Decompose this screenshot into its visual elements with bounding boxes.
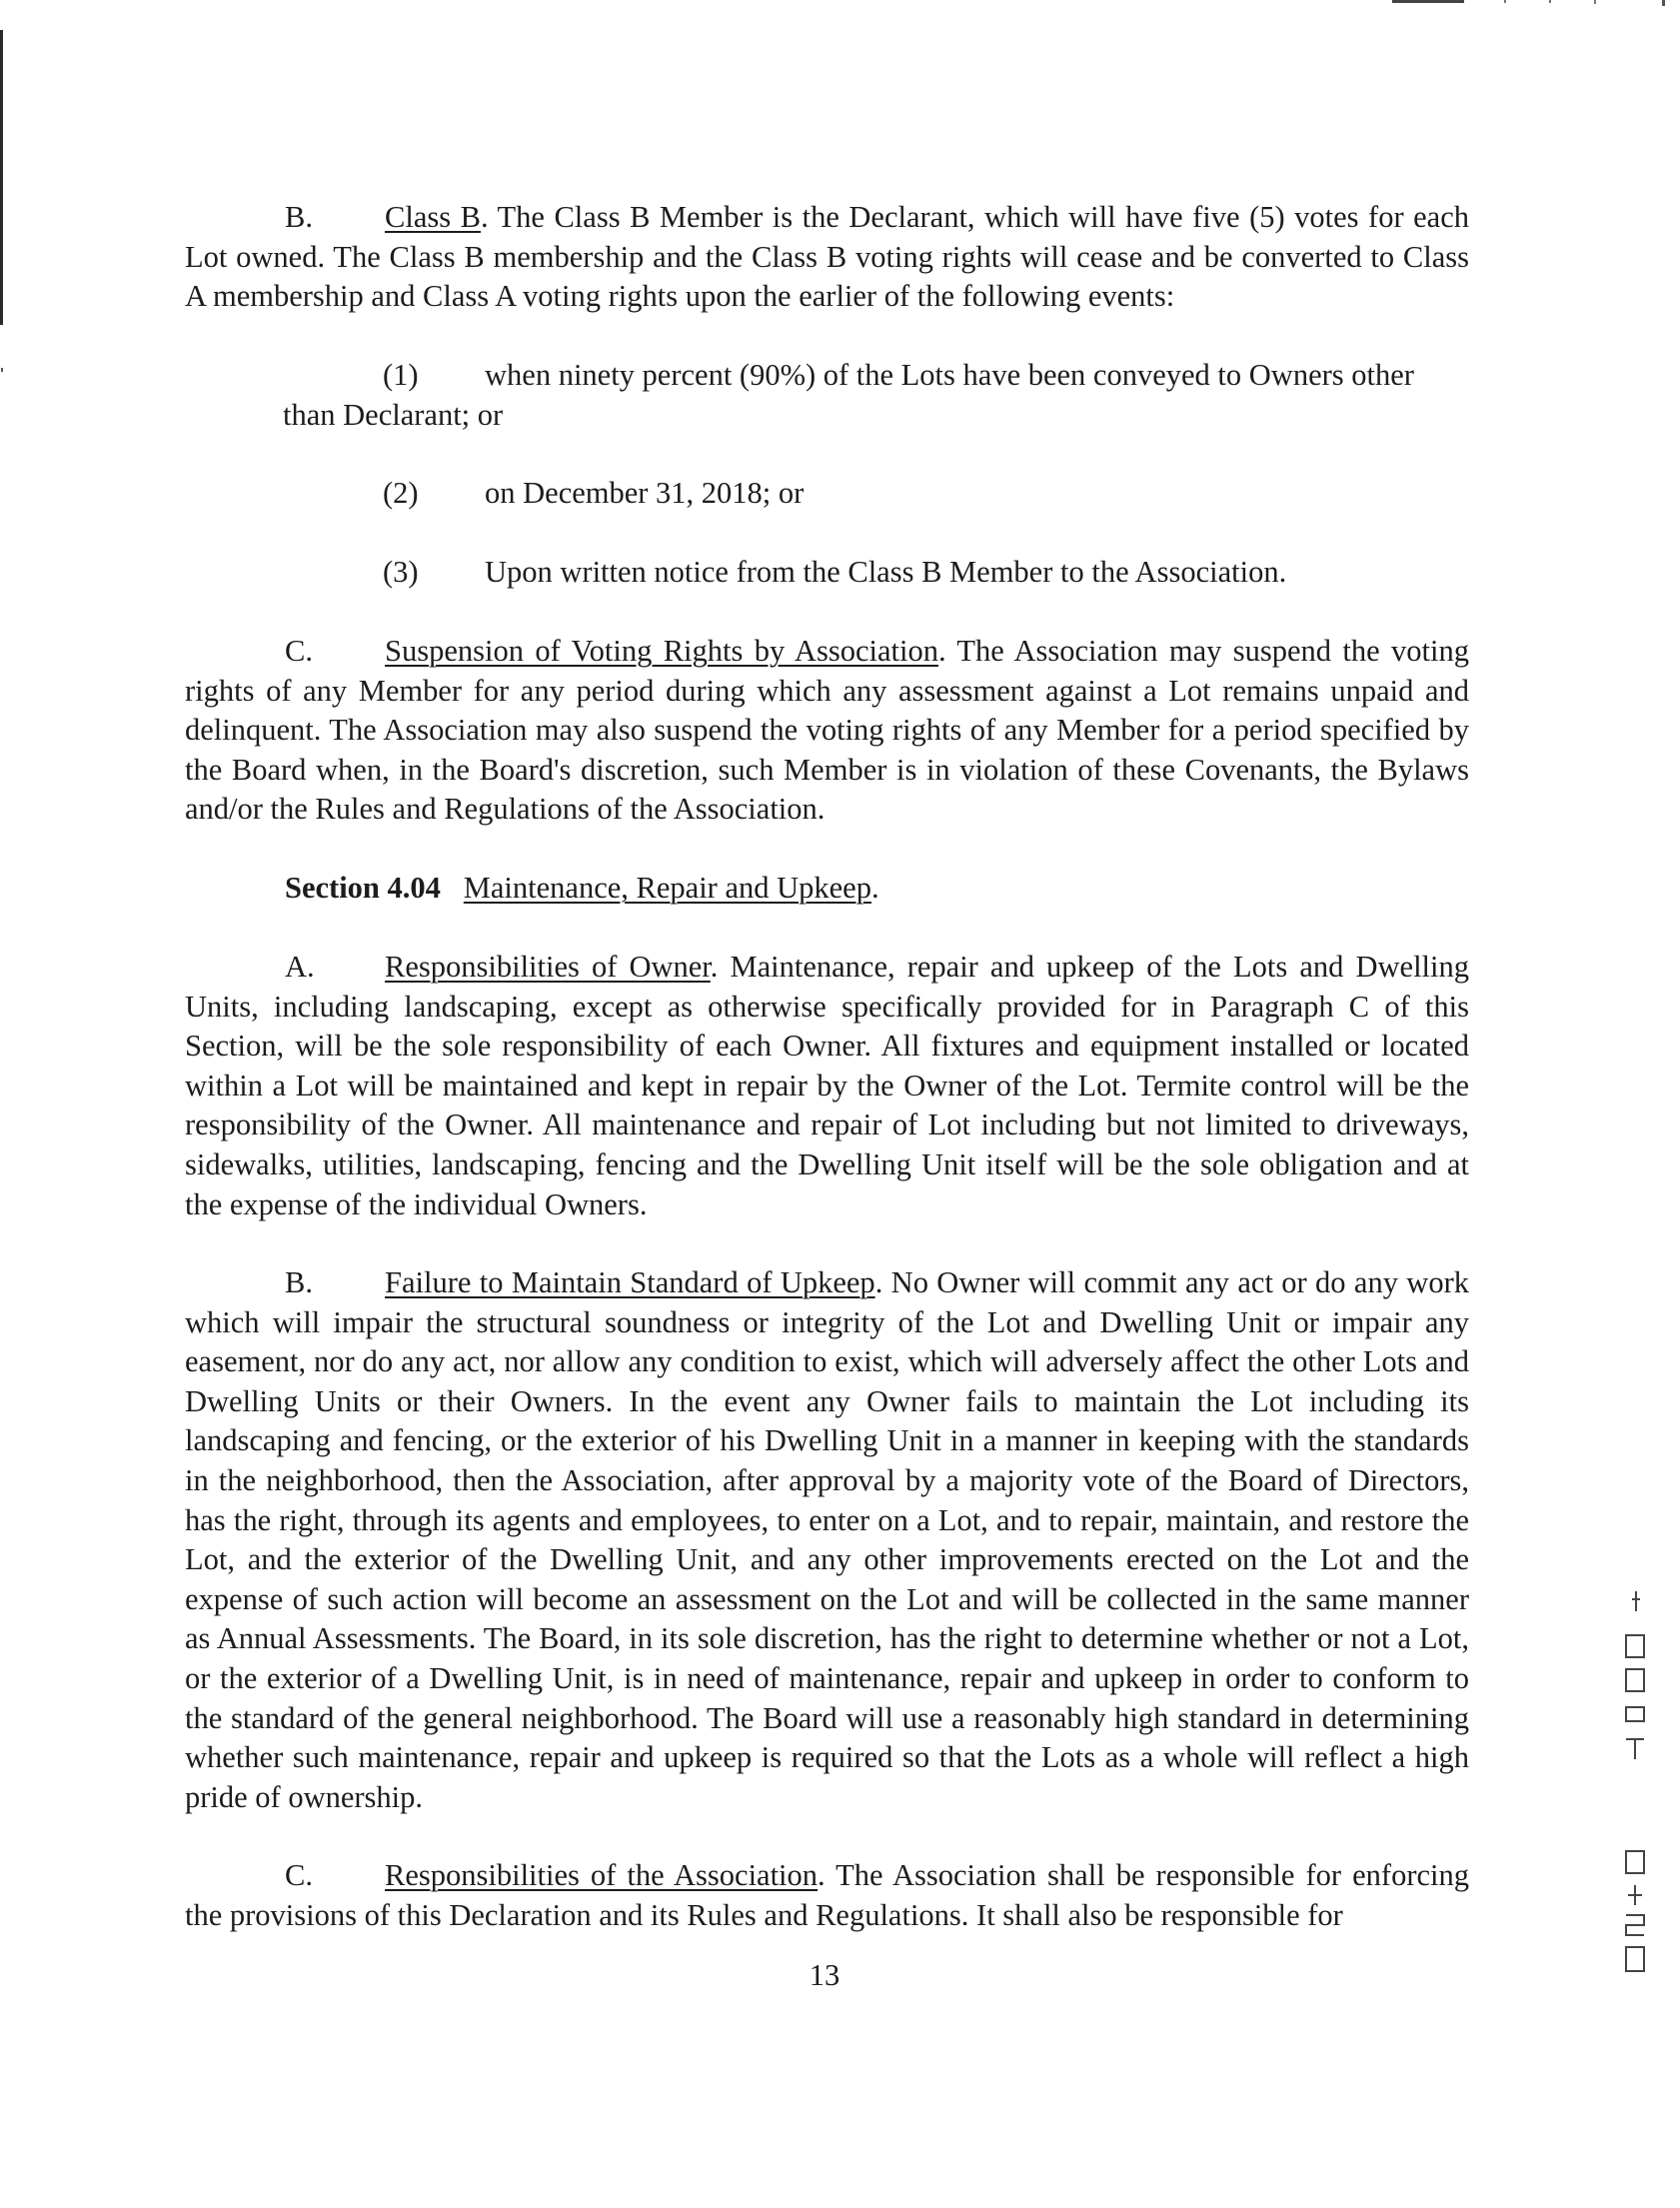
- paragraph-label: B.: [285, 1265, 313, 1299]
- page-number: 13: [809, 1958, 840, 1992]
- paragraph-body: . The Association may suspend the voting rights of any Member for any period during which any assessment against a Lot remains unpaid and delinquent. The Association may also suspend the voting rights of any Member for a period specified by the Board when, in the Board's discretion, such Member is in violation of these Covenants, the Bylaws and/or the Rules and Regulations of the Association.: [185, 634, 1469, 827]
- scan-speck: [1, 368, 3, 372]
- paragraph-owner: [185, 948, 1469, 1224]
- event-item: [283, 356, 1469, 435]
- section-number: Section 4.04: [285, 871, 441, 905]
- paragraph-label: A.: [285, 950, 315, 984]
- paragraph-heading: Failure to Maintain Standard of Upkeep: [385, 1265, 875, 1299]
- paragraph-heading: Class B: [385, 200, 481, 234]
- paragraph-suspension: [185, 632, 1469, 830]
- scan-edge-line: [0, 30, 3, 325]
- paragraph-body: . No Owner will commit any act or do any work which will impair the structural soundness or integrity of the Lot and Dwelling Unit or impair any easement, nor do any act, nor allow any condition to exist, which will adversely affect the other Lots and Dwelling Units or their Owners. In the event any Owner fails to maintain the Lot including its landscaping and fencing, or the exterior of his Dwelling Unit in a manner in keeping with the standards in the neighborhood, then the Association, after approval by a majority vote of the Board of Directors, has the right, through its agents and employees, to enter on a Lot, and to repair, maintain, and restore the Lot, and the exterior of the Dwelling Unit, and any other improvements erected on the Lot and the expense of such action will become an assessment on the Lot and will be collected in the same manner as Annual Assessments. The Board, in its sole discretion, has the right to determine whether or not a Lot, or the exterior of a Dwelling Unit, is in need of maintenance, repair and upkeep in order to conform to the standard of the general neighborhood. The Board will use a reasonably high standard in determining whether such maintenance, repair and upkeep is required so that the Lots as a whole will reflect a high pride of ownership.: [185, 1265, 1469, 1814]
- recording-stamp-marks: [1614, 1589, 1654, 2009]
- paragraph-heading: Suspension of Voting Rights by Association: [385, 634, 938, 668]
- paragraph-label: C.: [285, 634, 313, 668]
- event-item: [283, 553, 1469, 593]
- event-number: (3): [383, 555, 419, 589]
- section-title-end: .: [870, 871, 879, 905]
- event-text: when ninety percent (90%) of the Lots have been conveyed to Owners other: [485, 358, 1414, 392]
- paragraph-class-b: [185, 198, 1469, 317]
- scan-top-ticks: [1494, 0, 1674, 6]
- event-number: (2): [383, 476, 419, 510]
- event-text: on December 31, 2018; or: [485, 476, 805, 510]
- event-continuation: than Declarant; or: [283, 397, 504, 432]
- section-heading: [185, 869, 1469, 909]
- event-item: [283, 474, 1469, 514]
- paragraph-body: . Maintenance, repair and upkeep of the Lots and Dwelling Units, including landscaping, except as otherwise specifically provided for in Paragraph C of this Section, will be the sole responsibility of each Owner. All fixtures and equipment installed or located within a Lot will be maintained and kept in repair by the Owner of the Lot. Termite control will be the responsibility of the Owner. All maintenance and repair of Lot including but not limited to driveways, sidewalks, utilities, landscaping, fencing and the Dwelling Unit itself will be the sole obligation and at the expense of the individual Owners.: [185, 950, 1470, 1221]
- event-text: Upon written notice from the Class B Member to the Association.: [485, 555, 1287, 589]
- paragraph-body: . The Class B Member is the Declarant, which will have five (5) votes for each Lot owned. The Class B membership and the Class B voting rights will cease and be converted to Class A membership and Class A voting rights upon the earlier of the following events:: [185, 200, 1469, 314]
- paragraph-failure: [185, 1263, 1469, 1817]
- scan-top-line: [1392, 0, 1464, 3]
- event-number: (1): [383, 358, 419, 392]
- paragraph-label: C.: [285, 1858, 313, 1892]
- paragraph-label: B.: [285, 200, 313, 234]
- paragraph-heading: Responsibilities of the Association: [385, 1858, 819, 1892]
- paragraph-body: . The Association shall be responsible for enforcing the provisions of this Declaration and its Rules and Regulations. It shall also be responsible for: [185, 1858, 1469, 1932]
- paragraph-association: [185, 1856, 1469, 1935]
- section-title: Maintenance, Repair and Upkeep: [463, 871, 871, 905]
- paragraph-heading: Responsibilities of Owner: [385, 950, 711, 984]
